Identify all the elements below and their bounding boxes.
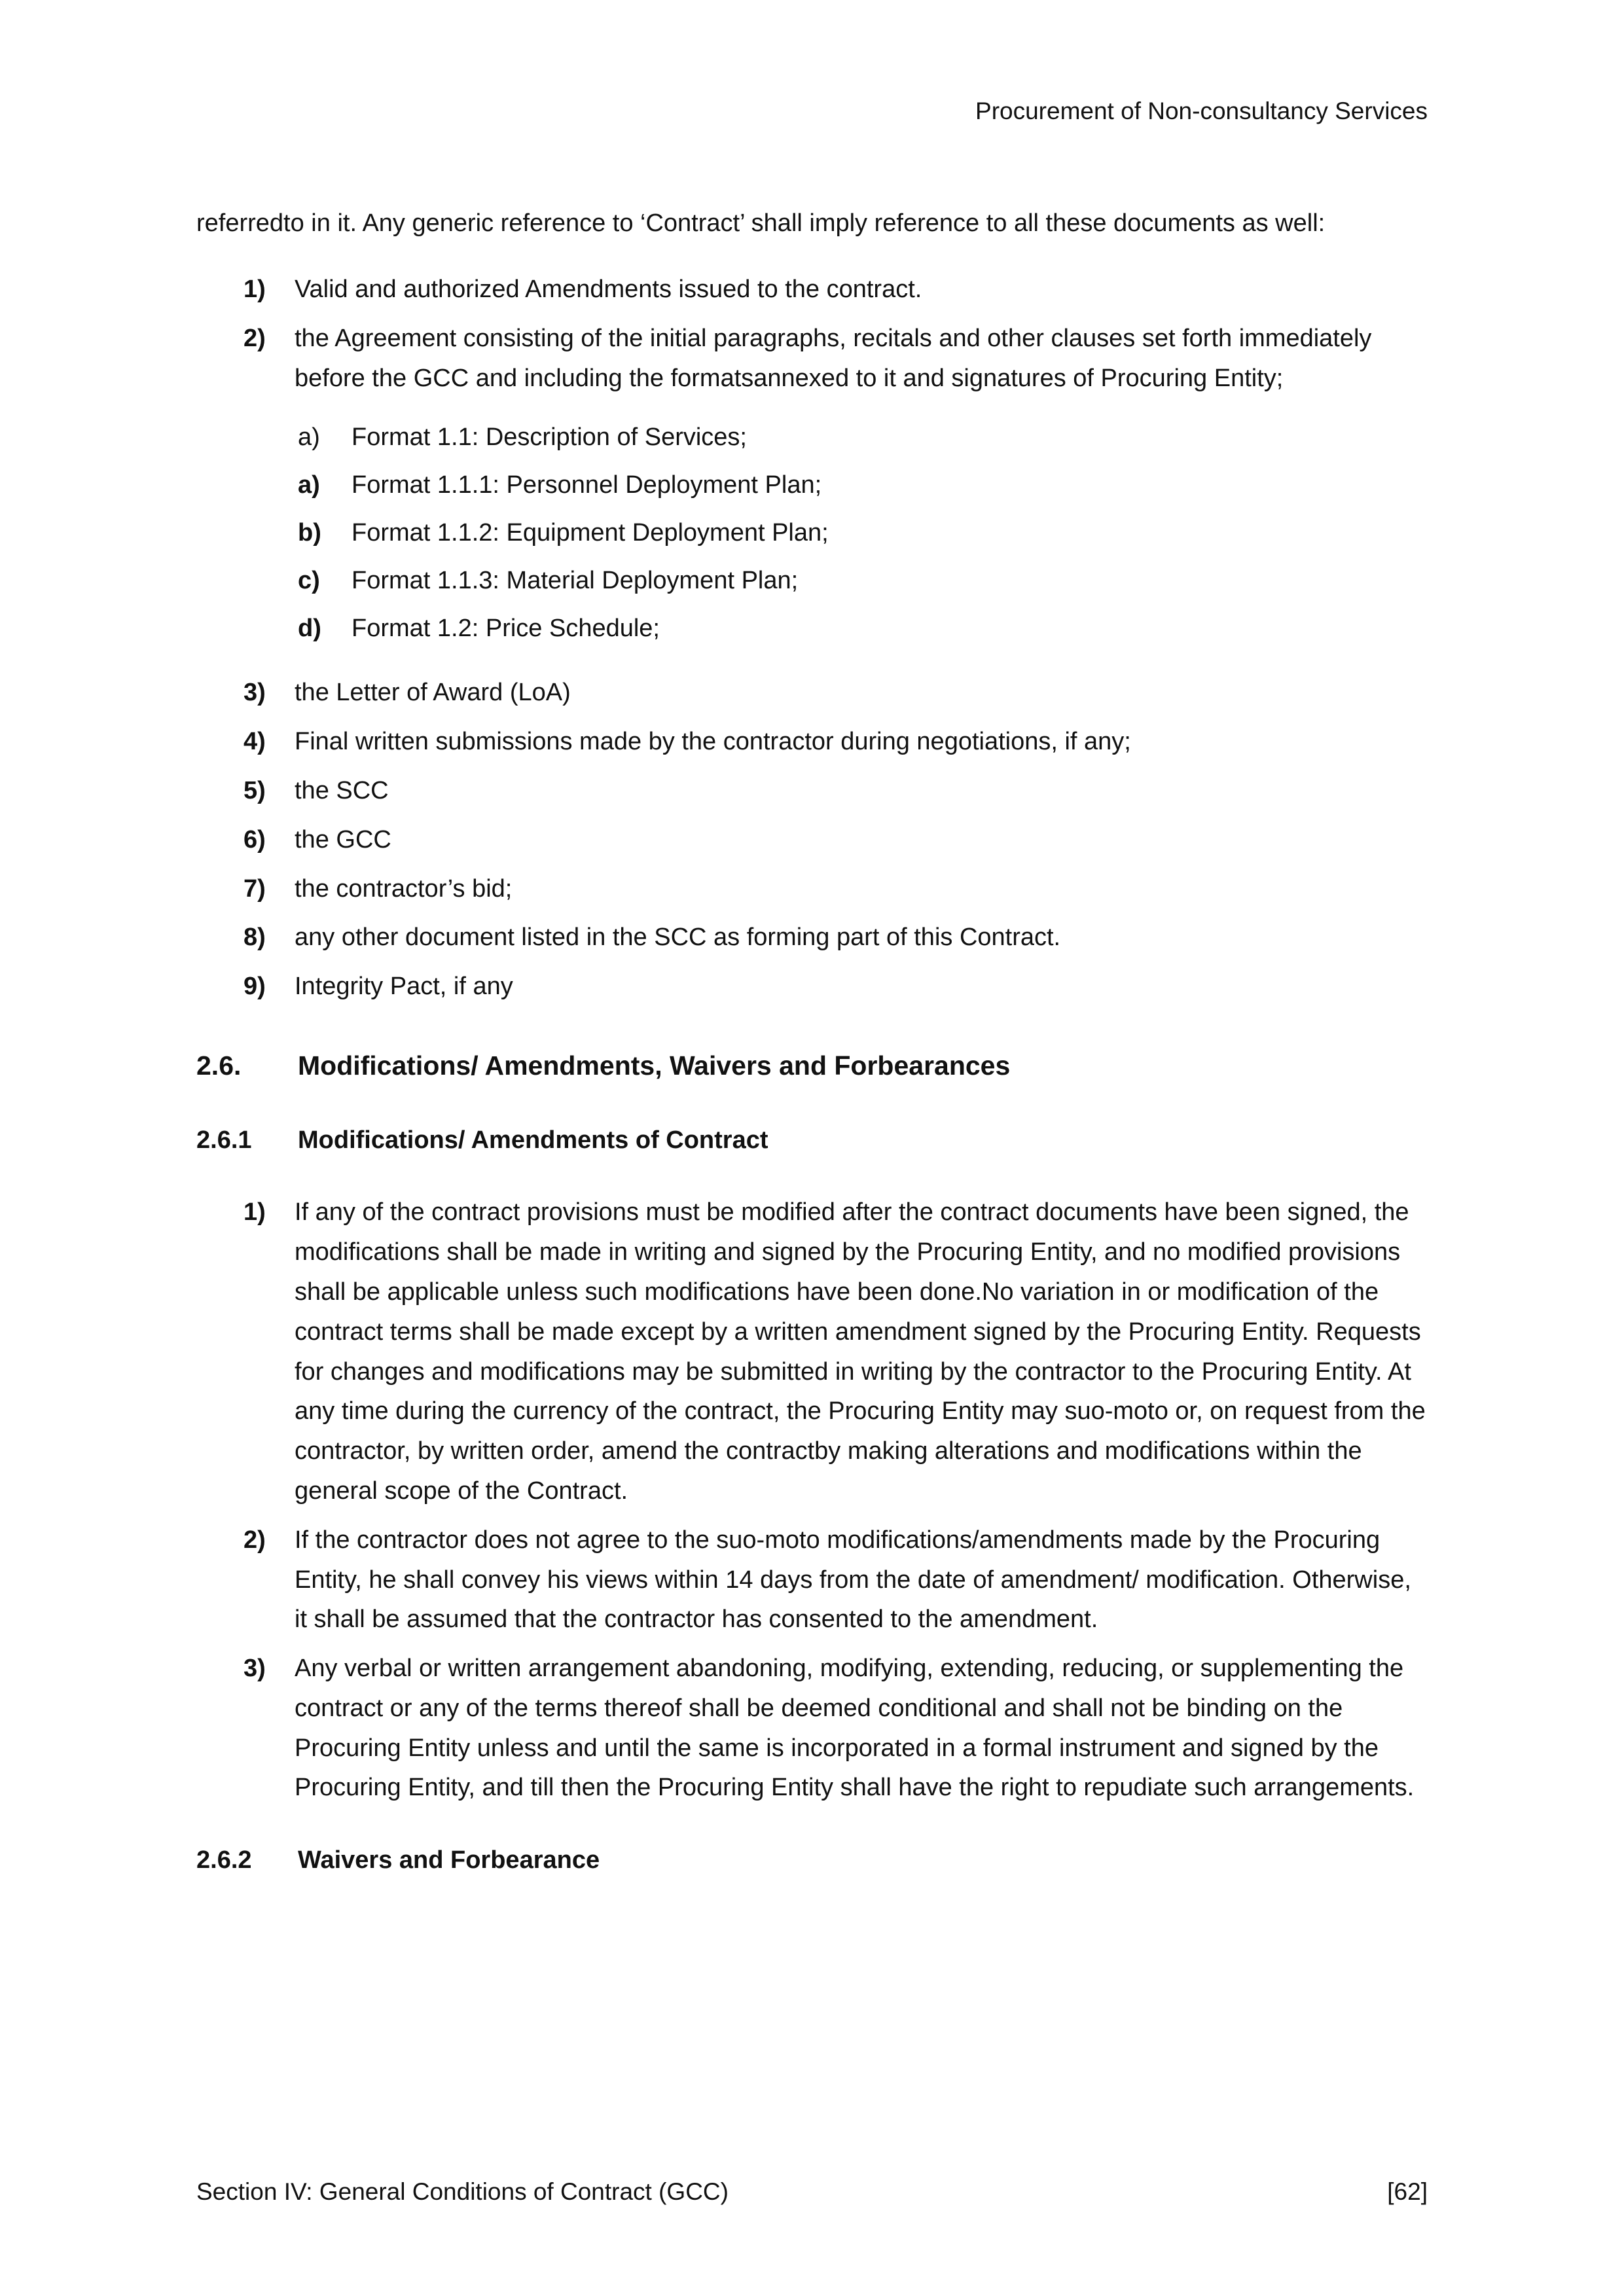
list-text: the GCC [295, 825, 391, 853]
list-text: Final written submissions made by the contractor during negotiations, if any; [295, 728, 1131, 756]
list-item [196, 1193, 1428, 1511]
list-marker: 8) [244, 924, 266, 952]
list-item [196, 722, 1428, 762]
numbered-list-a [196, 270, 1428, 398]
list-item [196, 465, 1428, 505]
list-text: the Letter of Award (LoA) [295, 679, 571, 707]
list-item [196, 820, 1428, 860]
list-item [196, 967, 1428, 1007]
list-text: the contractor’s bid; [295, 874, 513, 903]
list-marker: 1) [244, 1198, 266, 1227]
list-item [196, 673, 1428, 713]
numbered-list-b [196, 673, 1428, 1007]
list-text: If any of the contract provisions must be modified after the contract documents have been signed, the modifications shall be made in writing and signed by the Procuring Entity, and no modified provisions shall be applicable unless such modifications have been done.No variation in or modification of the contract terms shall be made except by a written amendment signed by the Procuring Entity. Requests for changes and modifications may be submitted in writing by the contractor to the Procuring Entity. At any time during the currency of the contract, the Procuring Entity may suo-moto or, on request from the contractor, by written order, amend the contractby making alterations and modifications within the general scope of the Contract. [295, 1198, 1426, 1505]
list-text: Format 1.1.1: Personnel Deployment Plan; [352, 471, 822, 499]
list-item [196, 513, 1428, 553]
list-marker: 6) [244, 825, 266, 853]
subsection-title: Waivers and Forbearance [298, 1846, 600, 1874]
list-marker: 4) [244, 728, 266, 756]
list-item [196, 561, 1428, 601]
list-item [196, 1520, 1428, 1640]
list-marker: 7) [244, 874, 266, 903]
footer-page-number: [62] [1387, 2178, 1428, 2205]
list-marker: 1) [244, 275, 266, 303]
intro-paragraph: referredto in it. Any generic reference to ‘Contract’ shall imply reference to all these documents as well: [196, 209, 1326, 238]
list-marker: 2) [244, 1526, 266, 1554]
section-number: 2.6. [196, 1050, 242, 1081]
list-text: Valid and authorized Amendments issued to the contract. [295, 275, 922, 303]
list-marker: 3) [244, 1655, 266, 1683]
list-item [196, 771, 1428, 811]
list-item [196, 918, 1428, 958]
list-marker: 2) [244, 324, 266, 352]
list-text: the Agreement consisting of the initial paragraphs, recitals and other clauses set forth immediately before the GCC and including the formatsannexed to it and signatures of Procuring Entity; [295, 324, 1372, 392]
list-marker: a) [298, 471, 320, 499]
list-marker: b) [298, 518, 321, 547]
list-marker: 5) [244, 776, 266, 804]
list-text: any other document listed in the SCC as forming part of this Contract. [295, 924, 1061, 952]
list-item [196, 418, 1428, 457]
subsection-title: Modifications/ Amendments of Contract [298, 1126, 768, 1154]
list-item [196, 1649, 1428, 1808]
list-item [196, 319, 1428, 399]
list-text: Format 1.1: Description of Services; [352, 423, 747, 452]
subsection-heading-2-6-2 [196, 1840, 1428, 1880]
subsection-heading-2-6-1 [196, 1121, 1428, 1160]
page-footer [196, 2172, 1428, 2211]
list-text: Integrity Pact, if any [295, 973, 513, 1001]
list-text: Any verbal or written arrangement abandoning, modifying, extending, reducing, or supplementing the contract or any of the terms thereof shall be deemed conditional and shall not be binding on the Procuring Entity unless and until the same is incorporated in a formal instrument and signed by the Procuring Entity, and till then the Procuring Entity shall have the right to repudiate such arrangements. [295, 1655, 1415, 1802]
section-title: Modifications/ Amendments, Waivers and Forbearances [298, 1050, 1011, 1081]
page-header: Procurement of Non-consultancy Services [975, 98, 1428, 124]
list-marker: c) [298, 566, 320, 594]
list-marker: 9) [244, 973, 266, 1001]
list-marker: d) [298, 614, 321, 642]
subsection-number: 2.6.1 [196, 1126, 252, 1154]
numbered-list-c [196, 1193, 1428, 1808]
footer-section-label: Section IV: General Conditions of Contract (GCC) [196, 2178, 729, 2205]
list-text: the SCC [295, 776, 389, 804]
lettered-sub-list [196, 418, 1428, 648]
list-marker: 3) [244, 679, 266, 707]
section-heading-2-6 [196, 1045, 1428, 1088]
list-item [196, 869, 1428, 909]
list-text: Format 1.1.2: Equipment Deployment Plan; [352, 518, 829, 547]
list-marker: a) [298, 423, 320, 452]
list-item [196, 270, 1428, 310]
list-text: Format 1.1.3: Material Deployment Plan; [352, 566, 799, 594]
list-text: If the contractor does not agree to the suo-moto modifications/amendments made by the Procuring Entity, he shall convey his views within 14 days from the date of amendment/ modification. Otherwise, it shall be assumed that the contractor has consented to the amendment. [295, 1526, 1411, 1634]
subsection-number: 2.6.2 [196, 1846, 252, 1874]
list-text: Format 1.2: Price Schedule; [352, 614, 660, 642]
list-item [196, 609, 1428, 649]
